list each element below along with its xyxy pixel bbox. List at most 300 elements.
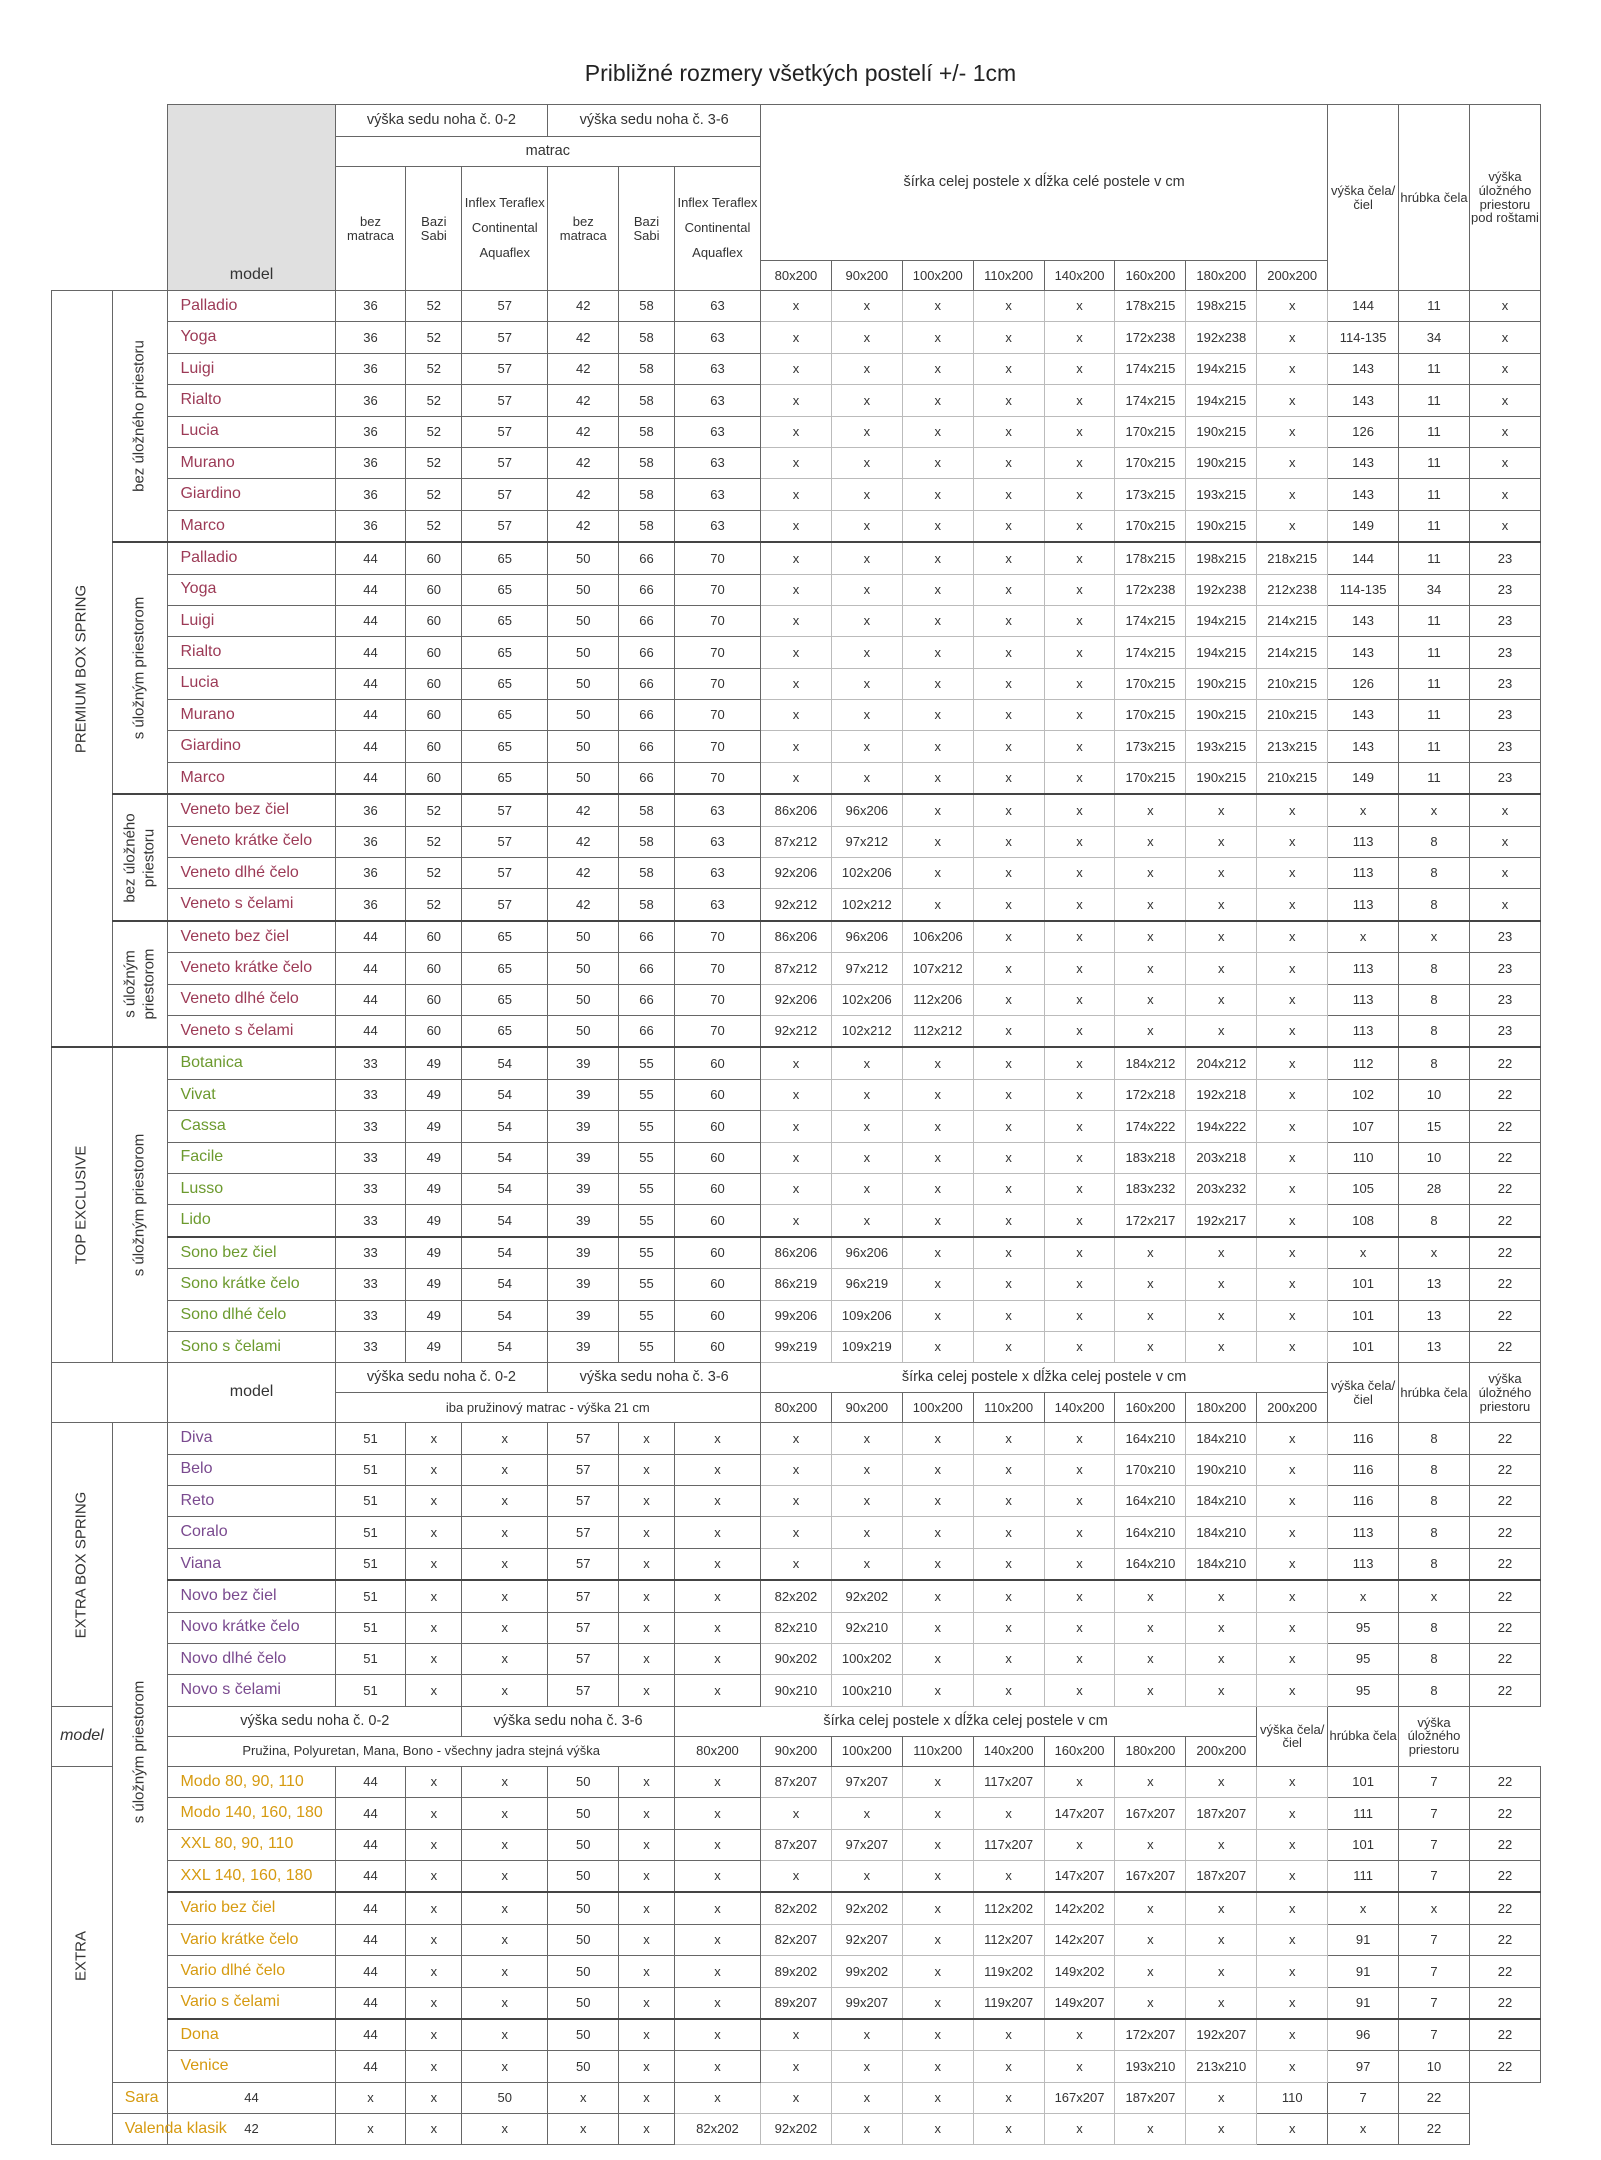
size-cell: x [1044, 794, 1115, 826]
size-cell: 194x215 [1186, 637, 1257, 668]
value-cell: x [674, 1860, 760, 1892]
size-cell: x [1044, 1580, 1115, 1612]
value-cell: x [462, 1644, 548, 1675]
value-cell: 101 [1328, 1766, 1399, 1797]
value-cell: x [619, 1644, 675, 1675]
size-cell: x [761, 1173, 832, 1204]
model-header: model [168, 105, 335, 291]
table-row [52, 479, 1541, 510]
table-row [52, 1237, 1541, 1269]
value-cell: x [619, 1924, 675, 1955]
value-cell: 8 [1399, 1015, 1470, 1047]
size-cell: 167x207 [1044, 2082, 1115, 2113]
model-name: Botanica [168, 1047, 335, 1079]
size-cell: x [761, 700, 832, 731]
size-cell: x [761, 291, 832, 322]
size-cell: x [1257, 1580, 1328, 1612]
value-cell: x [1469, 826, 1540, 857]
value-cell: x [406, 2082, 462, 2113]
value-cell: 51 [335, 1423, 406, 1454]
value-cell: x [335, 2082, 406, 2113]
size-cell: x [973, 1047, 1044, 1079]
size-cell: 187x207 [1186, 1860, 1257, 1892]
size-cell: x [902, 700, 973, 731]
value-cell: 52 [406, 385, 462, 416]
size-cell: x [761, 637, 832, 668]
size-cell: x [1257, 1079, 1328, 1110]
value-cell: x [462, 1798, 548, 1829]
value-cell: 23 [1469, 731, 1540, 762]
size-cell: 170x215 [1115, 447, 1186, 478]
size-cell: 164x210 [1115, 1423, 1186, 1454]
value-cell: 60 [674, 1205, 760, 1237]
size-cell: 213x215 [1257, 731, 1328, 762]
size-cell: x [1115, 1015, 1186, 1047]
value-cell: 7 [1399, 1860, 1470, 1892]
size-cell: x [1115, 826, 1186, 857]
size-cell: x [831, 1423, 902, 1454]
value-cell: 49 [406, 1300, 462, 1331]
value-cell: 22 [1469, 1517, 1540, 1548]
value-cell: x [1399, 1892, 1470, 1924]
value-cell: 63 [674, 291, 760, 322]
size-cell: x [831, 1860, 902, 1892]
value-cell: 22 [1469, 1924, 1540, 1955]
size-cell: x [973, 291, 1044, 322]
model-name: Luigi [168, 353, 335, 384]
value-cell: x [462, 1987, 548, 2019]
value-cell: 33 [335, 1047, 406, 1079]
value-cell: x [1469, 447, 1540, 478]
model-name: Venice [168, 2051, 335, 2082]
value-cell: 11 [1399, 416, 1470, 447]
value-cell: 57 [548, 1612, 619, 1643]
value-cell: x [619, 2114, 675, 2145]
value-cell: 22 [1399, 2082, 1470, 2113]
model-name: Palladio [168, 291, 335, 322]
size-cell: x [1186, 1987, 1257, 2019]
size-cell: x [1257, 291, 1328, 322]
value-cell: 111 [1328, 1860, 1399, 1892]
value-cell: x [1328, 921, 1399, 953]
size-cell: x [761, 1047, 832, 1079]
value-cell: 39 [548, 1142, 619, 1173]
value-cell: 22 [1469, 1423, 1540, 1454]
size-col-header: 180x200 [1186, 1393, 1257, 1423]
value-cell: x [462, 1423, 548, 1454]
size-cell: 193x210 [1115, 2051, 1186, 2082]
size-cell: x [761, 1142, 832, 1173]
table-row [52, 731, 1541, 762]
size-cell: x [831, 700, 902, 731]
model-name: Cassa [168, 1111, 335, 1142]
value-cell: 7 [1399, 1766, 1470, 1797]
mattress-header: matrac [335, 137, 760, 167]
value-cell: 60 [674, 1331, 760, 1362]
size-cell: 174x215 [1115, 385, 1186, 416]
size-cell: x [1044, 416, 1115, 447]
size-cell: x [902, 762, 973, 794]
size-cell: x [1044, 731, 1115, 762]
value-cell: 22 [1469, 1173, 1540, 1204]
value-cell: 36 [335, 826, 406, 857]
size-cell: x [1044, 1237, 1115, 1269]
value-cell: 23 [1469, 984, 1540, 1015]
size-cell: 174x222 [1115, 1111, 1186, 1142]
size-cell: x [973, 385, 1044, 416]
mattress-note: iba pružinový matrac - výška 21 cm [335, 1393, 760, 1423]
value-cell: 11 [1399, 479, 1470, 510]
subgroup-cell [112, 794, 168, 921]
size-cell: 184x210 [1186, 1517, 1257, 1548]
size-cell: x [973, 1423, 1044, 1454]
value-cell: 58 [619, 447, 675, 478]
value-cell: x [462, 1548, 548, 1580]
size-cell: x [831, 291, 902, 322]
size-cell: 178x215 [1115, 291, 1186, 322]
value-cell: 42 [548, 353, 619, 384]
size-cell: 109x206 [831, 1300, 902, 1331]
value-cell: 97 [1328, 2051, 1399, 2082]
size-cell: x [1257, 1860, 1328, 1892]
value-cell: x [674, 1454, 760, 1485]
value-cell: 60 [406, 542, 462, 574]
size-cell: 194x215 [1186, 605, 1257, 636]
table-row [52, 1892, 1541, 1924]
size-cell: x [902, 447, 973, 478]
size-cell: 92x210 [831, 1612, 902, 1643]
size-cell: x [902, 1331, 973, 1362]
size-cell: x [973, 1548, 1044, 1580]
table-row [52, 1331, 1541, 1362]
table-row [52, 858, 1541, 889]
value-cell: 44 [335, 921, 406, 953]
table-row [52, 1517, 1541, 1548]
value-cell: 65 [462, 700, 548, 731]
value-cell: 36 [335, 889, 406, 921]
value-cell: 13 [1399, 1331, 1470, 1362]
size-cell: 82x202 [761, 1580, 832, 1612]
value-cell: 57 [462, 385, 548, 416]
size-cell: 96x206 [831, 921, 902, 953]
size-cell: 190x215 [1186, 668, 1257, 699]
size-cell: x [831, 542, 902, 574]
table-row [52, 1015, 1541, 1047]
value-cell: 58 [619, 353, 675, 384]
size-col-header: 80x200 [674, 1736, 760, 1766]
value-cell: 51 [335, 1486, 406, 1517]
group-premium-box-spring [52, 291, 113, 1048]
value-cell: 70 [674, 921, 760, 953]
size-cell: x [831, 1486, 902, 1517]
size-cell: 214x215 [1257, 605, 1328, 636]
size-cell: x [1257, 1015, 1328, 1047]
value-cell: 22 [1469, 1205, 1540, 1237]
value-cell: x [619, 1987, 675, 2019]
size-cell: 147x207 [1044, 1860, 1115, 1892]
size-cell: x [1257, 1766, 1328, 1797]
size-cell: x [973, 479, 1044, 510]
value-cell: 8 [1399, 984, 1470, 1015]
size-cell: x [973, 605, 1044, 636]
value-cell: 57 [548, 1580, 619, 1612]
value-cell: 57 [548, 1644, 619, 1675]
model-name: Rialto [168, 385, 335, 416]
value-cell: 65 [462, 668, 548, 699]
value-cell: 51 [335, 1580, 406, 1612]
value-cell: 28 [1399, 1173, 1470, 1204]
size-cell: x [761, 762, 832, 794]
model-name: Murano [168, 700, 335, 731]
value-cell: 42 [548, 416, 619, 447]
value-cell: 95 [1328, 1612, 1399, 1643]
value-cell: 36 [335, 858, 406, 889]
value-cell: 11 [1399, 510, 1470, 542]
size-cell: x [1044, 826, 1115, 857]
size-cell: 192x217 [1186, 1205, 1257, 1237]
value-cell: x [406, 1548, 462, 1580]
size-cell: 142x207 [1044, 1924, 1115, 1955]
model-name: XXL 80, 90, 110 [168, 1829, 335, 1860]
size-cell: x [1044, 953, 1115, 984]
size-cell: x [1257, 1987, 1328, 2019]
size-cell: x [1257, 1675, 1328, 1706]
table-row [52, 1766, 1541, 1797]
group-extra [52, 1766, 113, 2145]
value-cell: 7 [1399, 1956, 1470, 1987]
size-cell: 119x202 [973, 1956, 1044, 1987]
size-cell: x [902, 1454, 973, 1485]
value-cell: 11 [1399, 542, 1470, 574]
value-cell: x [674, 1766, 760, 1797]
size-cell: x [902, 637, 973, 668]
value-cell: 113 [1328, 1548, 1399, 1580]
size-cell: 172x207 [1115, 2019, 1186, 2051]
value-cell: 44 [335, 1924, 406, 1955]
value-cell: 13 [1399, 1300, 1470, 1331]
size-cell: x [1186, 1580, 1257, 1612]
size-cell: 102x212 [831, 1015, 902, 1047]
size-cell: x [902, 1612, 973, 1643]
table-row [52, 953, 1541, 984]
size-cell: x [831, 2019, 902, 2051]
value-cell: 8 [1399, 1644, 1470, 1675]
value-cell: 39 [548, 1047, 619, 1079]
value-cell: 111 [1328, 1798, 1399, 1829]
value-cell: 49 [406, 1237, 462, 1269]
value-cell: 11 [1399, 637, 1470, 668]
model-name: Rialto [168, 637, 335, 668]
size-cell: x [1115, 1612, 1186, 1643]
size-cell: x [1257, 794, 1328, 826]
value-cell: 50 [548, 574, 619, 605]
size-cell: 92x206 [761, 984, 832, 1015]
value-cell: 66 [619, 668, 675, 699]
col-bez-matraca: bez matraca [548, 167, 619, 291]
value-cell: 70 [674, 731, 760, 762]
value-cell: x [462, 1675, 548, 1706]
size-col-header: 110x200 [973, 1393, 1044, 1423]
value-cell: 66 [619, 731, 675, 762]
value-cell: 60 [406, 637, 462, 668]
value-cell: 10 [1399, 2051, 1470, 2082]
value-cell: 34 [1399, 574, 1470, 605]
table-row [52, 1047, 1541, 1079]
value-cell: 22 [1469, 1454, 1540, 1485]
value-cell: x [462, 1892, 548, 1924]
size-cell: x [1044, 291, 1115, 322]
value-cell: 55 [619, 1079, 675, 1110]
size-cell: x [1044, 542, 1115, 574]
size-cell: 192x207 [1186, 2019, 1257, 2051]
size-cell: 97x207 [831, 1829, 902, 1860]
value-cell: 22 [1469, 2019, 1540, 2051]
col-bez-matraca: bez matraca [335, 167, 406, 291]
table-row [52, 1612, 1541, 1643]
size-cell: x [973, 1454, 1044, 1485]
value-cell: 36 [335, 322, 406, 353]
size-cell: x [761, 479, 832, 510]
size-cell: x [761, 574, 832, 605]
size-cell: x [1044, 2051, 1115, 2082]
value-cell: 33 [335, 1331, 406, 1362]
size-cell: x [1186, 889, 1257, 921]
size-cell: x [761, 731, 832, 762]
group-label: EXTRA BOX SPRING [72, 1491, 90, 1638]
size-cell: 183x232 [1115, 1173, 1186, 1204]
value-cell: 70 [674, 668, 760, 699]
size-cell: 112x206 [902, 984, 973, 1015]
size-cell: x [1044, 385, 1115, 416]
size-cell: 178x215 [1115, 542, 1186, 574]
size-cell: x [1186, 953, 1257, 984]
size-cell: x [1044, 1300, 1115, 1331]
size-cell: x [902, 510, 973, 542]
value-cell: x [674, 1517, 760, 1548]
value-cell: 11 [1399, 668, 1470, 699]
size-cell: x [831, 605, 902, 636]
value-cell: x [1469, 291, 1540, 322]
size-cell: x [1044, 1423, 1115, 1454]
size-cell: x [1257, 1829, 1328, 1860]
size-cell: x [761, 1205, 832, 1237]
value-cell: 22 [1469, 1580, 1540, 1612]
value-cell: 36 [335, 447, 406, 478]
size-cell: x [831, 574, 902, 605]
value-cell: 44 [335, 1829, 406, 1860]
size-cell: x [1044, 1205, 1115, 1237]
value-cell: 22 [1469, 1079, 1540, 1110]
size-cell: x [1257, 1047, 1328, 1079]
model-name: Valenda klasik [112, 2114, 168, 2145]
value-cell: 55 [619, 1300, 675, 1331]
value-cell: x [1469, 353, 1540, 384]
size-cell: x [761, 2082, 832, 2113]
size-cell: 190x215 [1186, 510, 1257, 542]
size-cell: 97x212 [831, 953, 902, 984]
value-cell: x [406, 1892, 462, 1924]
value-cell: x [674, 1580, 760, 1612]
size-cell: x [831, 385, 902, 416]
size-cell: x [831, 637, 902, 668]
value-cell: 51 [335, 1548, 406, 1580]
size-cell: x [1257, 1612, 1328, 1643]
size-cell: x [831, 762, 902, 794]
value-cell: 66 [619, 637, 675, 668]
value-cell: 22 [1399, 2114, 1470, 2145]
value-cell: 60 [406, 984, 462, 1015]
size-cell: x [973, 794, 1044, 826]
size-cell: x [1044, 574, 1115, 605]
value-cell: 54 [462, 1142, 548, 1173]
size-cell: x [902, 2019, 973, 2051]
value-cell: 39 [548, 1300, 619, 1331]
size-cell: 112x207 [973, 1924, 1044, 1955]
size-cell: x [1044, 921, 1115, 953]
model-name: Veneto dlhé čelo [168, 858, 335, 889]
size-col-header: 200x200 [1257, 1393, 1328, 1423]
value-cell: 113 [1328, 984, 1399, 1015]
size-cell: 214x215 [1257, 637, 1328, 668]
value-cell: x [406, 2051, 462, 2082]
size-cell: 193x215 [1186, 731, 1257, 762]
value-cell: 108 [1328, 1205, 1399, 1237]
size-cell: x [1257, 1644, 1328, 1675]
value-cell: 50 [548, 1798, 619, 1829]
seat-height-3-6-header: výška sedu noha č. 3-6 [548, 105, 761, 137]
size-cell: x [1257, 858, 1328, 889]
value-cell: 11 [1399, 700, 1470, 731]
subgroup-cell [112, 542, 168, 794]
size-col-header: 160x200 [1115, 261, 1186, 291]
size-cell: x [973, 1612, 1044, 1643]
value-cell: 50 [462, 2082, 548, 2113]
size-cell: x [831, 447, 902, 478]
value-cell: 50 [548, 1766, 619, 1797]
value-cell: 44 [335, 574, 406, 605]
value-cell: 65 [462, 1015, 548, 1047]
table-row [52, 1423, 1541, 1454]
size-cell: x [1115, 1644, 1186, 1675]
value-cell: 66 [619, 700, 675, 731]
value-cell: x [1399, 794, 1470, 826]
model-name: Lido [168, 1205, 335, 1237]
value-cell: x [1328, 794, 1399, 826]
value-cell: 22 [1469, 1892, 1540, 1924]
size-cell: 102x206 [831, 984, 902, 1015]
table-row [52, 1860, 1541, 1892]
size-cell: x [1186, 1924, 1257, 1955]
size-cell: x [1044, 1015, 1115, 1047]
size-header: šírka celej postele x dĺžka celej postele v cm [674, 1706, 1256, 1736]
value-cell: 39 [548, 1205, 619, 1237]
table-row [52, 1300, 1541, 1331]
value-cell: 8 [1399, 889, 1470, 921]
value-cell: 8 [1399, 1423, 1470, 1454]
value-cell: 149 [1328, 510, 1399, 542]
value-cell: 57 [462, 447, 548, 478]
value-cell: 66 [619, 762, 675, 794]
table-row [52, 1580, 1541, 1612]
value-cell: 113 [1328, 1517, 1399, 1548]
size-cell: 99x219 [761, 1331, 832, 1362]
value-cell: 49 [406, 1269, 462, 1300]
table-row [52, 1269, 1541, 1300]
value-cell: x [1469, 889, 1540, 921]
value-cell: 50 [548, 542, 619, 574]
size-col-header: 180x200 [1186, 261, 1257, 291]
size-cell: 106x206 [902, 921, 973, 953]
